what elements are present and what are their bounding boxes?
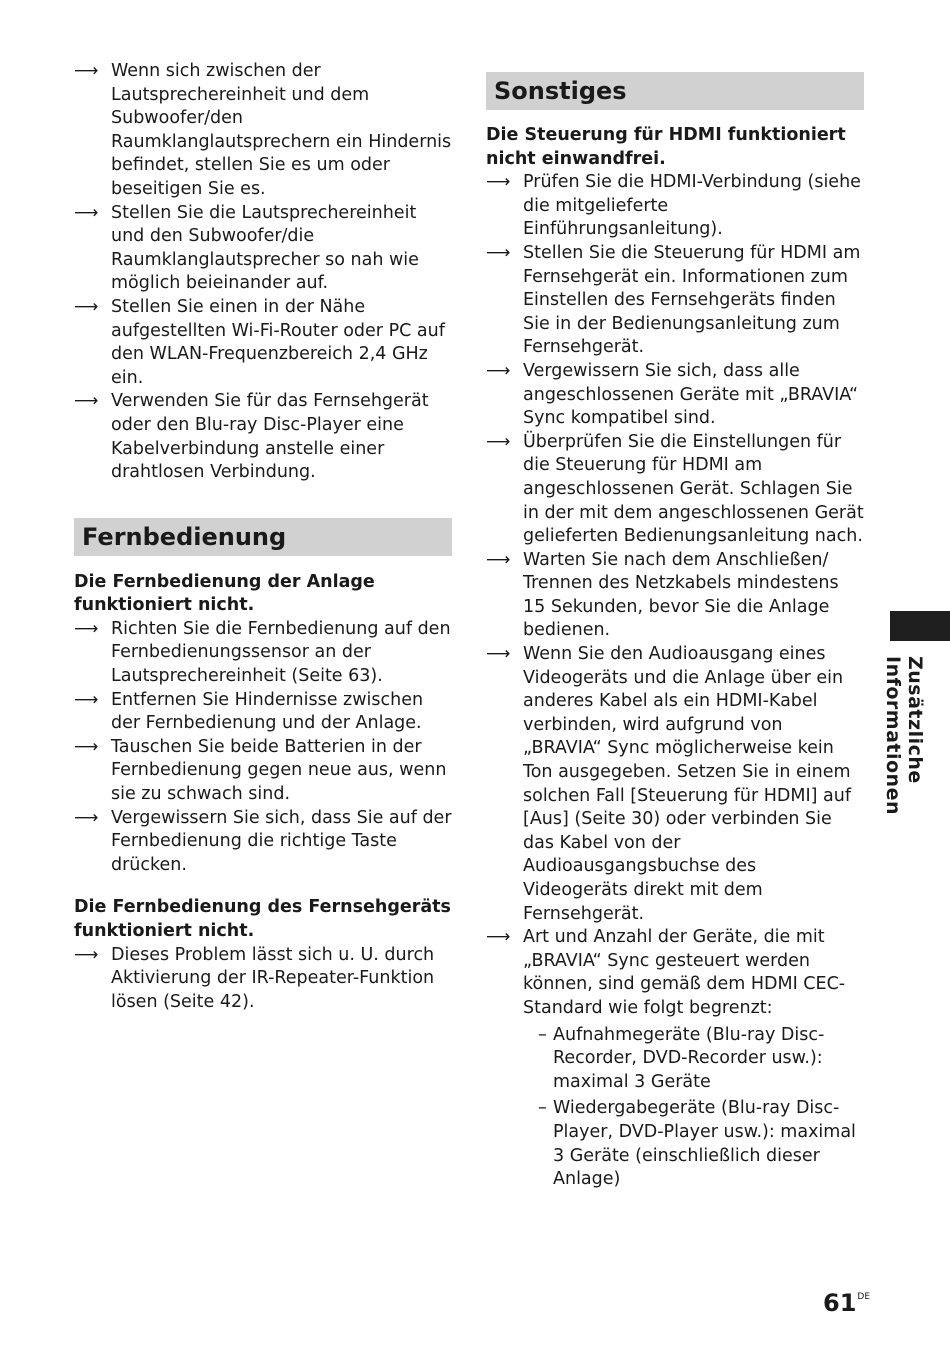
- tv-remote-solution-list: [74, 944, 452, 1015]
- side-tab-marker: [890, 611, 950, 641]
- arrow-icon: ⟶: [74, 944, 99, 965]
- arrow-icon: ⟶: [74, 807, 99, 828]
- list-item: ⟶ Art und Anzahl der Geräte, die mit „BRAVIA“ Sync gesteuert werden können, sind gemäß dem HDMI CEC-Standard wie folgt begrenzt: – Aufnahmegeräte (Blu-ray Disc-Recorder, DVD-Recorder usw.): maximal 3 Geräte – Wiedergabegeräte (Blu-ray Disc-Player, DVD-Player usw.): maximal 3 Geräte (einschließlich dieser Anlage): [486, 926, 864, 1192]
- arrow-icon: ⟶: [74, 689, 99, 710]
- arrow-icon: ⟶: [486, 172, 511, 193]
- arrow-icon: ⟶: [486, 242, 511, 263]
- arrow-icon: ⟶: [486, 927, 511, 948]
- list-item: ⟶ Dieses Problem lässt sich u. U. durch Aktivierung der IR-Repeater-Funktion lösen (Seite 42).: [74, 944, 435, 1012]
- arrow-icon: ⟶: [486, 360, 511, 381]
- sub-list-item: – Wiedergabegeräte (Blu-ray Disc-Player, DVD-Player usw.): maximal 3 Geräte (einschließlich dieser Anlage): [538, 1098, 856, 1190]
- arrow-icon: ⟶: [74, 61, 99, 81]
- list-item: ⟶ Stellen Sie einen in der Nähe aufgestellten Wi-Fi-Router oder PC auf den WLAN-Frequenzbereich 2,4 GHz ein.: [74, 296, 445, 388]
- hdmi-solution-list: [486, 171, 864, 1192]
- arrow-icon: ⟶: [486, 431, 511, 452]
- list-item: ⟶ Entfernen Sie Hindernisse zwischen der Fernbedienung und der Anlage.: [74, 689, 424, 734]
- remote-solution-list: [74, 618, 452, 878]
- left-column: [74, 60, 452, 1014]
- problem-heading: Die Fernbedienung des Fernsehgeräts funktioniert nicht.: [74, 897, 451, 941]
- side-tab-label: Zusätzliche Informationen: [882, 656, 926, 815]
- list-item: ⟶ Warten Sie nach dem Anschließen/ Trennen des Netzkabels mindestens 15 Sekunden, bevor Sie die Anlage bedienen.: [486, 549, 839, 641]
- arrow-icon: ⟶: [486, 549, 511, 570]
- list-item: ⟶ Wenn sich zwischen der Lautsprechereinheit und dem Subwoofer/den Raumklanglautsprechern ein Hindernis befindet, stellen Sie es um oder beseitigen Sie es.: [74, 61, 452, 199]
- dash-icon: –: [538, 1024, 547, 1045]
- list-item: ⟶ Vergewissern Sie sich, dass alle angeschlossenen Geräte mit „BRAVIA“ Sync kompatibel sind.: [486, 360, 859, 429]
- arrow-icon: ⟶: [74, 391, 99, 412]
- list-item: ⟶ Wenn Sie den Audioausgang eines Videogeräts und die Anlage über ein anderes Kabel als ein HDMI-Kabel verbinden, wird aufgrund von „BRAVIA“ Sync möglicherweise kein Ton ausgegeben. Setzen Sie in einem solchen Fall [Steuerung für HDMI] auf [Aus] (Seite 30) oder verbinden Sie das Kabel von der Audioausgangsbuchse des Videogeräts direkt mit dem Fernsehgerät.: [486, 644, 852, 924]
- section-title-fernbedienung: Fernbedienung: [74, 518, 452, 556]
- arrow-icon: ⟶: [486, 644, 511, 665]
- list-item: ⟶ Richten Sie die Fernbedienung auf den Fernbedienungssensor an der Lautsprechereinheit (Seite 63).: [74, 618, 451, 687]
- section-title-sonstiges: Sonstiges: [486, 72, 864, 110]
- list-item: ⟶ Prüfen Sie die HDMI-Verbindung (siehe die mitgelieferte Einführungsanleitung).: [486, 172, 861, 240]
- list-item: ⟶ Tauschen Sie beide Batterien in der Fernbedienung gegen neue aus, wenn sie zu schwach sind.: [74, 736, 447, 805]
- list-item: ⟶ Verwenden Sie für das Fernsehgerät oder den Blu-ray Disc-Player eine Kabelverbindung anstelle einer drahtlosen Verbindung.: [74, 391, 429, 483]
- device-limit-list: [523, 1024, 864, 1192]
- list-item: ⟶ Überprüfen Sie die Einstellungen für die Steuerung für HDMI am angeschlossenen Gerät. Schlagen Sie in der mit dem angeschlossenen Gerät gelieferten Bedienungsanleitung nach.: [486, 431, 864, 547]
- page-language-suffix: DE: [857, 1292, 871, 1302]
- intro-tip-list: [74, 60, 452, 485]
- list-item: ⟶ Stellen Sie die Lautsprechereinheit und den Subwoofer/die Raumklanglautsprecher so nah wie möglich beieinander auf.: [74, 202, 419, 294]
- dash-icon: –: [538, 1098, 547, 1119]
- arrow-icon: ⟶: [74, 618, 99, 639]
- problem-heading: Die Steuerung für HDMI funktioniert nicht einwandfrei.: [486, 125, 846, 169]
- right-column: [486, 72, 864, 1195]
- sub-list-item: – Aufnahmegeräte (Blu-ray Disc-Recorder, DVD-Recorder usw.): maximal 3 Geräte: [538, 1024, 825, 1092]
- arrow-icon: ⟶: [74, 202, 99, 223]
- page-number: 61DE: [823, 1289, 871, 1317]
- arrow-icon: ⟶: [74, 296, 99, 317]
- list-item: ⟶ Stellen Sie die Steuerung für HDMI am Fernsehgerät ein. Informationen zum Einstellen des Fernsehgeräts finden Sie in der Bedienungsanleitung zum Fernsehgerät.: [486, 242, 861, 358]
- problem-heading: Die Fernbedienung der Anlage funktioniert nicht.: [74, 571, 375, 616]
- list-item: ⟶ Vergewissern Sie sich, dass Sie auf der Fernbedienung die richtige Taste drücken.: [74, 807, 452, 875]
- arrow-icon: ⟶: [74, 736, 99, 757]
